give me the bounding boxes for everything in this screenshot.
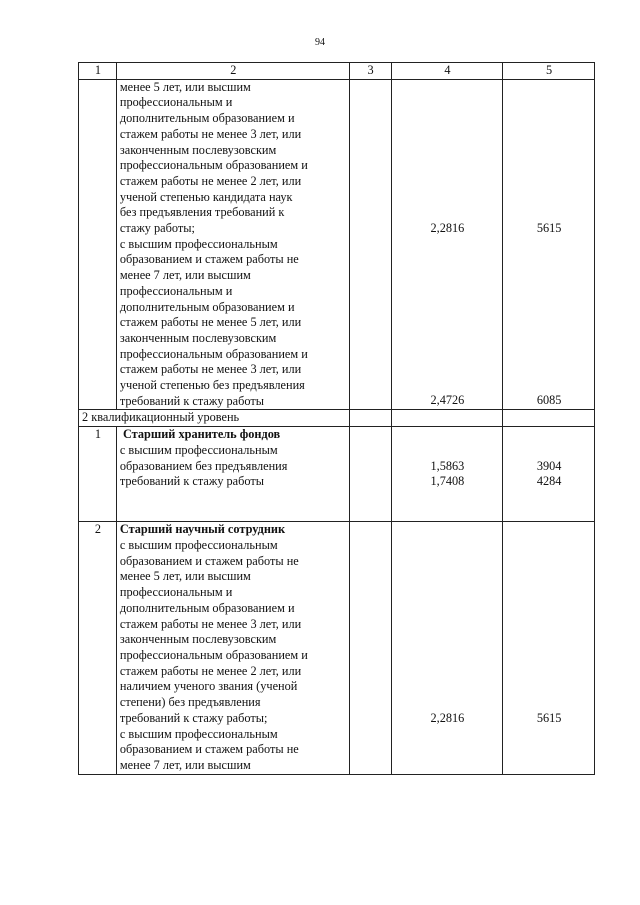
description-line: стажем работы не менее 2 лет, или bbox=[119, 173, 302, 188]
level-empty-cell bbox=[349, 410, 391, 427]
description-line: дополнительным образованием и bbox=[119, 299, 295, 314]
table-row-continuation bbox=[79, 79, 595, 410]
qualification-level-row bbox=[79, 410, 595, 427]
description-line: требований к стажу работы bbox=[119, 393, 265, 408]
description-line: ученой степенью без предъявления bbox=[119, 378, 305, 393]
row-number: 1 bbox=[79, 427, 117, 522]
coefficient-value: 1,5863 bbox=[430, 458, 465, 473]
description-line: требований к стажу работы bbox=[119, 474, 265, 489]
description-line: ученой степенью кандидата наук bbox=[119, 189, 293, 204]
coefficient-value: 2,4726 bbox=[430, 393, 465, 408]
description-line: стажем работы не менее 3 лет, или bbox=[119, 126, 302, 141]
description-line: с высшим профессиональным bbox=[119, 236, 278, 251]
description-line: степени) без предъявления bbox=[119, 695, 261, 710]
description-line: стажем работы не менее 3 лет, или bbox=[119, 362, 302, 377]
description-line: с высшим профессиональным bbox=[119, 442, 278, 457]
cell-description bbox=[116, 522, 349, 774]
description-line: наличием ученого звания (ученой bbox=[119, 679, 298, 694]
cell-salary bbox=[503, 522, 595, 774]
description-line: образованием и стажем работы не bbox=[119, 742, 299, 757]
description-line: с высшим профессиональным bbox=[119, 726, 278, 741]
description-line: образованием и стажем работы не bbox=[119, 553, 299, 568]
coefficient-value: 1,7408 bbox=[430, 474, 465, 489]
position-title: Старший хранитель фондов bbox=[119, 427, 281, 442]
description-line: профессиональным и bbox=[119, 95, 233, 110]
description-line: стажем работы не менее 2 лет, или bbox=[119, 663, 302, 678]
description-line: профессиональным образованием и bbox=[119, 346, 308, 361]
cell-coefficient bbox=[391, 522, 503, 774]
cell-col3-empty bbox=[349, 427, 391, 522]
salary-value: 4284 bbox=[536, 474, 562, 489]
table-row bbox=[79, 522, 595, 774]
cell-col3-empty bbox=[349, 522, 391, 774]
description-line: менее 7 лет, или высшим bbox=[119, 268, 251, 283]
description-line: дополнительным образованием и bbox=[119, 600, 295, 615]
description-line: образованием и стажем работы не bbox=[119, 252, 299, 267]
coefficient-value: 2,2816 bbox=[430, 220, 465, 235]
cell-coefficient bbox=[391, 79, 503, 410]
coefficient-value: 2,2816 bbox=[430, 710, 465, 725]
table-row bbox=[79, 427, 595, 522]
salary-table bbox=[78, 62, 595, 775]
cell-description bbox=[116, 427, 349, 522]
level-empty-cell bbox=[391, 410, 503, 427]
cell-coefficient bbox=[391, 427, 503, 522]
header-col-1: 1 bbox=[79, 63, 117, 80]
row-number: 2 bbox=[79, 522, 117, 774]
description-line: законченным послевузовским bbox=[119, 142, 277, 157]
description-line: законченным послевузовским bbox=[119, 330, 277, 345]
description-line: с высшим профессиональным bbox=[119, 538, 278, 553]
description-line: менее 7 лет, или высшим bbox=[119, 757, 251, 772]
cell-salary bbox=[503, 427, 595, 522]
description-line: стажем работы не менее 3 лет, или bbox=[119, 616, 302, 631]
description-line: профессиональным образованием и bbox=[119, 647, 308, 662]
table-header-row bbox=[79, 63, 595, 80]
description-line: требований к стажу работы; bbox=[119, 710, 268, 725]
description-line: менее 5 лет, или высшим bbox=[119, 79, 251, 94]
salary-value: 3904 bbox=[536, 458, 562, 473]
salary-value: 5615 bbox=[536, 220, 562, 235]
description-line: профессиональным образованием и bbox=[119, 158, 308, 173]
salary-value: 6085 bbox=[536, 393, 562, 408]
header-col-2: 2 bbox=[116, 63, 349, 80]
header-col-5: 5 bbox=[503, 63, 595, 80]
page-number: 94 bbox=[315, 37, 325, 48]
cell-description bbox=[116, 79, 349, 410]
description-line: без предъявления требований к bbox=[119, 205, 285, 220]
header-col-3: 3 bbox=[349, 63, 391, 80]
description-line: профессиональным и bbox=[119, 283, 233, 298]
position-title: Старший научный сотрудник bbox=[119, 522, 286, 537]
cell-num-empty bbox=[79, 79, 117, 410]
description-line: профессиональным и bbox=[119, 585, 233, 600]
level-empty-cell bbox=[503, 410, 595, 427]
description-line: законченным послевузовским bbox=[119, 632, 277, 647]
description-line: дополнительным образованием и bbox=[119, 111, 295, 126]
description-line: образованием без предъявления bbox=[119, 458, 288, 473]
qualification-level-title: 2 квалификационный уровень bbox=[79, 410, 350, 427]
salary-value: 5615 bbox=[536, 710, 562, 725]
description-line: стажем работы не менее 5 лет, или bbox=[119, 315, 302, 330]
description-line: менее 5 лет, или высшим bbox=[119, 569, 251, 584]
header-col-4: 4 bbox=[391, 63, 503, 80]
cell-col3-empty bbox=[349, 79, 391, 410]
cell-salary bbox=[503, 79, 595, 410]
description-line: стажу работы; bbox=[119, 221, 195, 236]
